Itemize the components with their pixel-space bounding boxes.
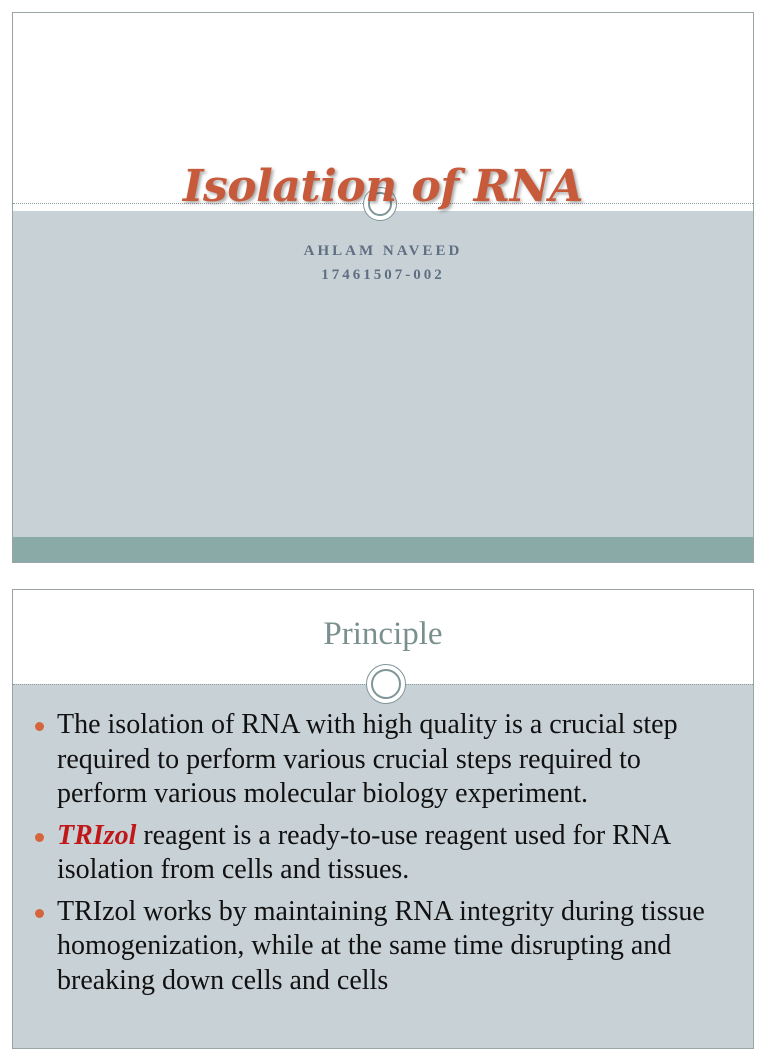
bullet-text: The isolation of RNA with high quality is a crucial step required to perform various crucial steps required to perform various molecular biology experiment.: [57, 709, 678, 809]
student-id: 17461507-002: [321, 267, 445, 283]
ring-ornament-icon: [366, 664, 406, 704]
bullet-emphasis: TRIzol: [57, 819, 137, 851]
list-item: [33, 895, 733, 999]
title-slide: [12, 12, 754, 563]
bullet-icon: [35, 909, 44, 918]
bullet-icon: [35, 833, 44, 842]
author-name: AHLAM NAVEED: [303, 243, 463, 259]
slide-title: Isolation of RNA: [182, 161, 584, 212]
bullet-text: reagent is a ready-to-use reagent used for RNA isolation from cells and tissues.: [57, 819, 670, 885]
principle-slide: [12, 589, 754, 1049]
list-item: [33, 819, 733, 888]
bullet-list: [33, 708, 733, 1005]
bullet-icon: [35, 722, 44, 731]
list-item: [33, 708, 733, 812]
bullet-text: TRIzol works by maintaining RNA integrity during tissue homogenization, while at the same time disrupting and breaking down cells and cells: [57, 895, 705, 996]
slide-heading: Principle: [323, 616, 443, 652]
slide-footer-band: [13, 537, 753, 563]
